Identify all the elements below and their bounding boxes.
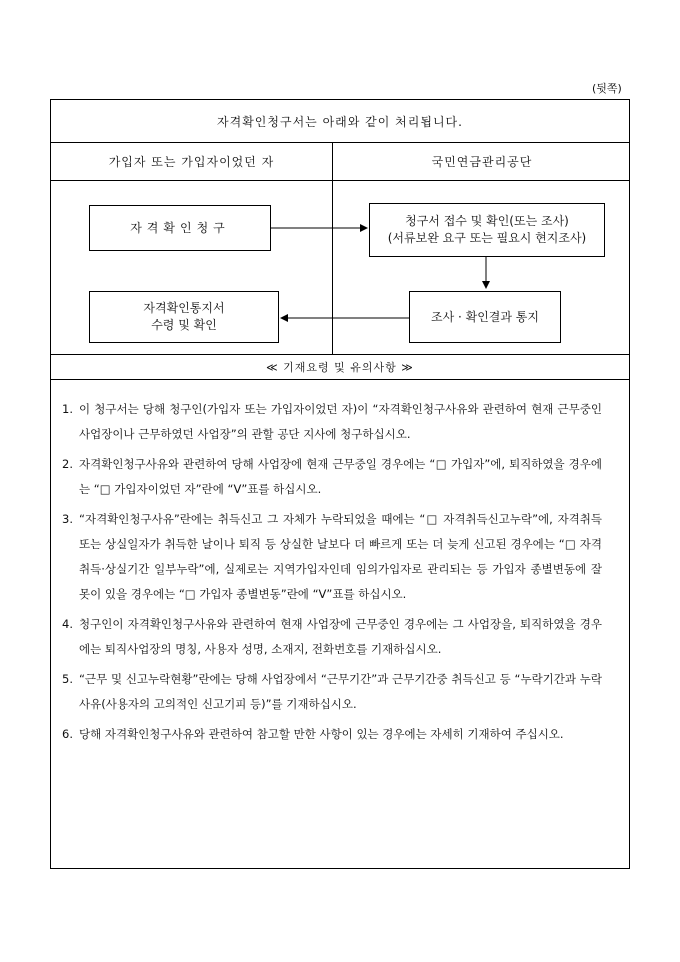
note-number: 4.	[62, 617, 73, 631]
flow-box-receipt	[369, 203, 605, 257]
note-text: 당해 자격확인청구사유와 관련하여 참고할 만한 사항이 있는 경우에는 자세히 기재하여 주십시오.	[79, 727, 564, 741]
note-number: 3.	[62, 512, 73, 526]
flow-box-request: 자격확인청구	[89, 205, 271, 251]
list-item	[62, 612, 602, 662]
note-text: 이 청구서는 당해 청구인(가입자 또는 가입자이었던 자)이 “자격확인청구사유와 관련하여 현재 근무중인 사업장이나 근무하였던 사업장”의 관할 공단 지사에 청구하십시오.	[79, 402, 602, 441]
list-item	[62, 397, 602, 447]
notes-list	[62, 397, 602, 752]
process-title: 자격확인청구서는 아래와 같이 처리됩니다.	[51, 100, 629, 143]
note-number: 5.	[62, 672, 73, 686]
flow-box-receipt-line2: (서류보완 요구 또는 필요시 현지조사)	[387, 231, 587, 245]
column-header-applicant: 가입자 또는 가입자이었던 자	[108, 154, 275, 169]
list-item	[62, 722, 602, 747]
note-number: 2.	[62, 457, 73, 471]
note-number: 6.	[62, 727, 73, 741]
flow-box-receipt-line1: 청구서 접수 및 확인(또는 조사)	[405, 214, 569, 228]
note-text: 청구인이 자격확인청구사유와 관련하여 현재 사업장에 근무중인 경우에는 그 사업장을, 퇴직하였을 경우에는 퇴직사업장의 명칭, 사용자 성명, 소재지, 전화번호를 기재하십시오.	[79, 617, 602, 656]
note-text: “근무 및 신고누락현황”란에는 당해 사업장에서 “근무기간”과 근무기간중 취득신고 등 “누락기간과 누락사유(사용자의 고의적인 신고기피 등)”를 기재하십시오.	[79, 672, 602, 711]
note-text: 자격확인청구사유와 관련하여 당해 사업장에 현재 근무중일 경우에는 “□ 가입자”에, 퇴직하였을 경우에는 “□ 가입자이었던 자”란에 “V”표를 하십시오.	[79, 457, 602, 496]
flow-box-receive-line2: 수령 및 확인	[151, 318, 217, 332]
note-number: 1.	[62, 402, 73, 416]
processing-form	[50, 99, 630, 869]
note-text: “자격확인청구사유”란에는 취득신고 그 자체가 누락되었을 때에는 “□ 자격취득신고누락”에, 자격취득 또는 상실일자가 취득한 날이나 퇴직 등 상실한 날보다 더 빠르게 또는 더 늦게 신고된 경우에는 “□ 자격취득·상실기간 일부누락”에, 실제로는 지역가입자인데 임의가입자로 관리되는 등 가입자 종별변동에 잘못이 있을 경우에는 “□ 가입자 종별변동”란에 “V”표를 하십시오.	[79, 512, 602, 601]
flow-box-receive	[89, 291, 279, 343]
flow-box-receive-line1: 자격확인통지서	[143, 301, 225, 315]
list-item	[62, 452, 602, 502]
list-item	[62, 667, 602, 717]
notes-title: ≪ 기재요령 및 유의사항 ≫	[51, 354, 629, 380]
list-item	[62, 507, 602, 607]
column-header-agency: 국민연금관리공단	[431, 154, 533, 169]
flow-box-notice: 조사 · 확인결과 통지	[409, 291, 561, 343]
page-side-label: (뒷쪽)	[592, 82, 622, 95]
